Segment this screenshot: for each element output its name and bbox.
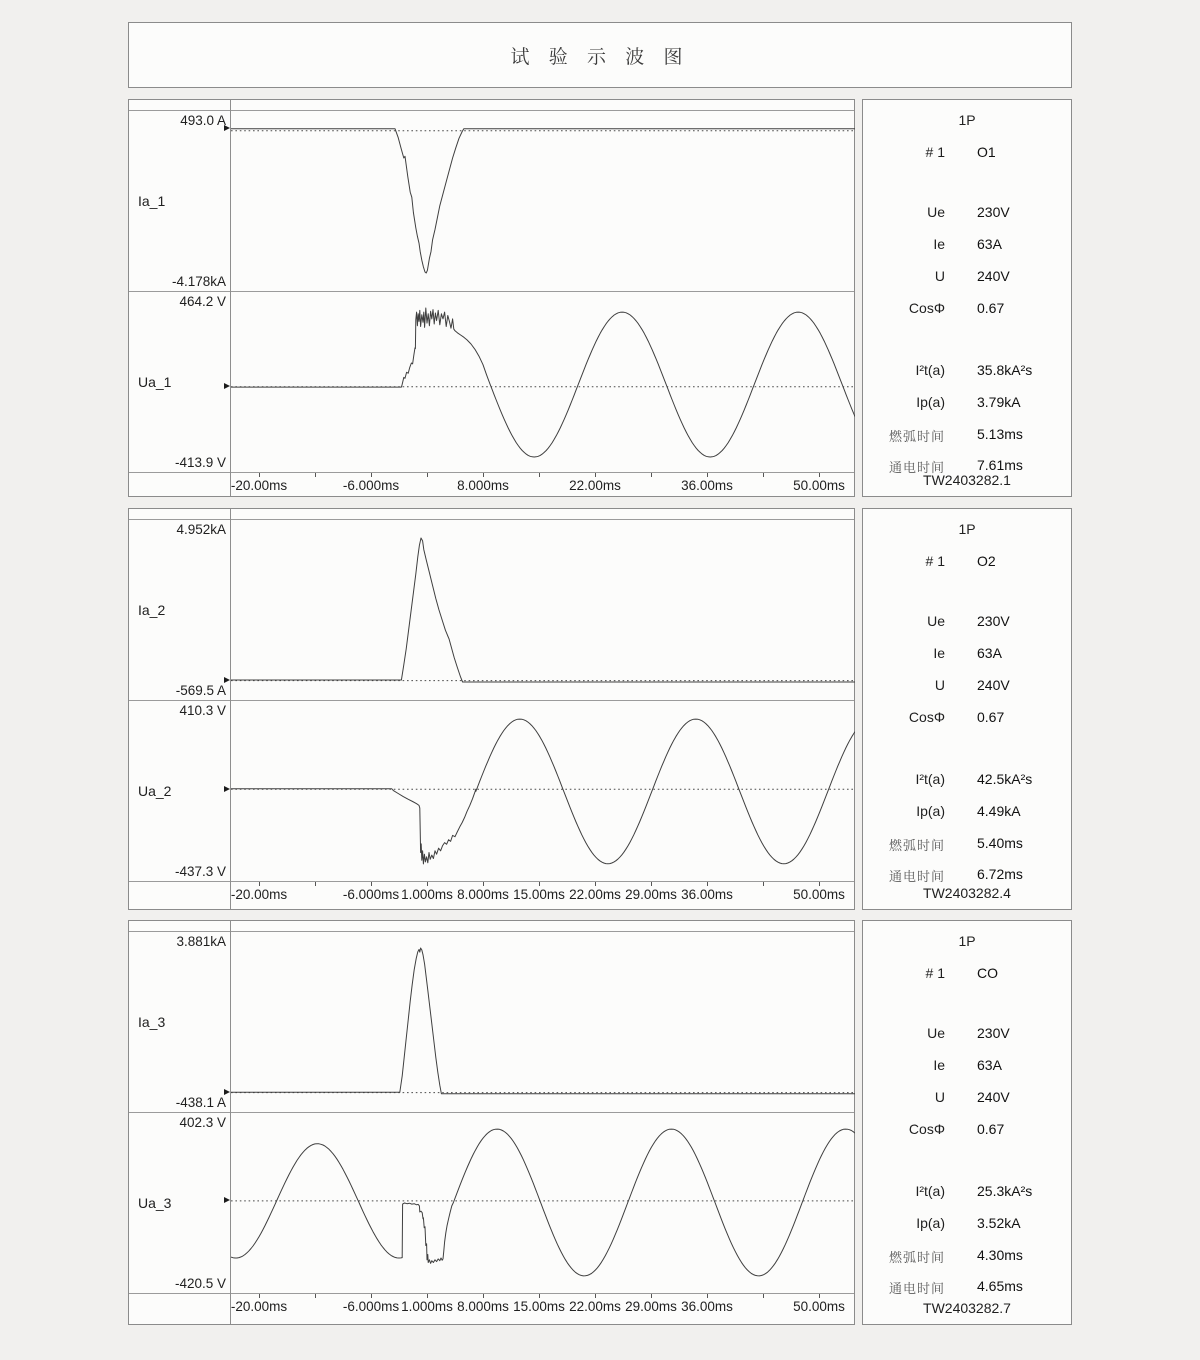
result-row <box>863 866 1071 884</box>
zero-arrow-icon <box>224 677 230 683</box>
param-row <box>863 1025 1071 1043</box>
axis-vertical-line <box>230 921 231 1324</box>
y-min-label: -569.5 A <box>175 683 226 698</box>
param-row <box>863 1057 1071 1075</box>
y-max-label: 3.881kA <box>176 934 226 949</box>
axis-tick <box>259 1294 260 1298</box>
info-box <box>862 920 1072 1325</box>
y-min-label: -438.1 A <box>175 1095 226 1110</box>
param-value: 63A <box>977 236 1002 252</box>
phase-label: 1P <box>958 112 976 128</box>
time-tick-label: 36.00ms <box>681 1299 733 1314</box>
title-box <box>128 22 1072 88</box>
result-value: 3.52kA <box>977 1215 1021 1231</box>
y-max-label: 4.952kA <box>176 522 226 537</box>
time-tick-label: -6.000ms <box>342 478 400 493</box>
param-label: Ie <box>933 645 945 661</box>
result-row <box>863 362 1071 380</box>
result-row <box>863 835 1071 853</box>
time-tick-label: 15.00ms <box>513 1299 565 1314</box>
arcing-time-value: 5.40ms <box>977 835 1023 851</box>
result-row <box>863 394 1071 412</box>
trace-name-label: Ua_1 <box>138 374 172 390</box>
time-tick-label: 22.00ms <box>569 887 621 902</box>
param-value: 240V <box>977 268 1010 284</box>
axis-tick <box>707 1294 708 1298</box>
axis-tick <box>427 1294 428 1298</box>
conduction-time-label: 通电时间 <box>888 869 945 884</box>
param-row <box>863 236 1071 254</box>
param-value: 63A <box>977 645 1002 661</box>
axis-tick <box>539 473 540 477</box>
param-row <box>863 645 1071 663</box>
result-row <box>863 426 1071 444</box>
param-label: U <box>934 268 945 284</box>
current-panel <box>129 520 854 701</box>
time-tick-label: -20.00ms <box>230 1299 288 1314</box>
result-row <box>863 1215 1071 1233</box>
result-label: Ip(a) <box>916 394 945 410</box>
shot-number: # 1 <box>925 144 945 160</box>
y-max-label: 464.2 V <box>179 294 226 309</box>
time-tick-label: 50.00ms <box>793 478 845 493</box>
current-waveform-plot <box>231 111 855 291</box>
time-tick-label: 22.00ms <box>569 1299 621 1314</box>
param-row <box>863 677 1071 695</box>
zero-arrow-icon <box>224 383 230 389</box>
report-number: TW2403282.7 <box>923 1300 1011 1316</box>
current-waveform-plot <box>231 932 855 1112</box>
axis-tick <box>819 473 820 477</box>
result-value: 42.5kA²s <box>977 771 1033 787</box>
axis-tick <box>315 1294 316 1298</box>
param-row <box>863 613 1071 631</box>
result-row <box>863 1183 1071 1201</box>
zero-arrow-icon <box>224 1197 230 1203</box>
time-tick-label: -6.000ms <box>342 887 400 902</box>
result-row <box>863 1278 1071 1296</box>
report-number: TW2403282.4 <box>923 885 1011 901</box>
axis-tick <box>427 882 428 886</box>
time-tick-label: 50.00ms <box>793 887 845 902</box>
param-label: CosΦ <box>908 1121 945 1137</box>
arcing-time-label: 燃弧时间 <box>888 838 945 853</box>
param-row <box>863 204 1071 222</box>
result-label: I²t(a) <box>915 1183 945 1199</box>
axis-tick <box>707 473 708 477</box>
result-row <box>863 803 1071 821</box>
info-box <box>862 99 1072 497</box>
axis-tick <box>595 473 596 477</box>
axis-tick <box>427 473 428 477</box>
y-max-label: 402.3 V <box>179 1115 226 1130</box>
axis-tick <box>595 882 596 886</box>
trace-name-label: Ia_2 <box>138 602 166 618</box>
phase-label: 1P <box>958 933 976 949</box>
header-strip <box>129 509 854 520</box>
arcing-time-label: 燃弧时间 <box>888 429 945 444</box>
voltage-waveform-plot <box>231 1113 855 1293</box>
axis-tick <box>315 473 316 477</box>
shot-row <box>863 965 1071 983</box>
y-max-label: 493.0 A <box>180 113 226 128</box>
param-value: 240V <box>977 677 1010 693</box>
param-label: CosΦ <box>908 300 945 316</box>
info-box <box>862 508 1072 910</box>
time-tick-label: 29.00ms <box>625 1299 677 1314</box>
result-value: 4.49kA <box>977 803 1021 819</box>
time-tick-label: 8.000ms <box>457 478 509 493</box>
time-tick-label: 8.000ms <box>457 887 509 902</box>
arcing-time-label: 燃弧时间 <box>888 1250 945 1265</box>
time-tick-label: 22.00ms <box>569 478 621 493</box>
conduction-time-value: 4.65ms <box>977 1278 1023 1294</box>
result-label: Ip(a) <box>916 803 945 819</box>
y-max-label: 410.3 V <box>179 703 226 718</box>
result-value: 35.8kA²s <box>977 362 1033 378</box>
y-min-label: -420.5 V <box>174 1276 226 1291</box>
result-row <box>863 1247 1071 1265</box>
axis-tick <box>763 473 764 477</box>
axis-tick <box>259 473 260 477</box>
axis-vertical-line <box>230 509 231 909</box>
report-number: TW2403282.1 <box>923 472 1011 488</box>
param-label: Ue <box>927 204 945 220</box>
param-value: 230V <box>977 613 1010 629</box>
voltage-panel <box>129 292 854 473</box>
axis-tick <box>315 882 316 886</box>
time-tick-label: 36.00ms <box>681 478 733 493</box>
zero-arrow-icon <box>224 786 230 792</box>
param-value: 240V <box>977 1089 1010 1105</box>
result-value: 3.79kA <box>977 394 1021 410</box>
result-label: I²t(a) <box>915 362 945 378</box>
time-tick-label: -20.00ms <box>230 887 288 902</box>
time-tick-label: -6.000ms <box>342 1299 400 1314</box>
time-tick-label: -20.00ms <box>230 478 288 493</box>
shot-row <box>863 553 1071 571</box>
param-label: Ue <box>927 613 945 629</box>
axis-tick <box>707 882 708 886</box>
axis-tick <box>763 882 764 886</box>
axis-tick <box>819 882 820 886</box>
trace-name-label: Ia_3 <box>138 1014 166 1030</box>
param-value: 230V <box>977 1025 1010 1041</box>
voltage-waveform-plot <box>231 292 855 472</box>
trace-name-label: Ua_3 <box>138 1195 172 1211</box>
conduction-time-value: 6.72ms <box>977 866 1023 882</box>
shot-number: # 1 <box>925 553 945 569</box>
header-strip <box>129 921 854 932</box>
result-row <box>863 771 1071 789</box>
axis-vertical-line <box>230 100 231 496</box>
operation-code: O1 <box>977 144 996 160</box>
current-panel <box>129 932 854 1113</box>
param-label: Ie <box>933 236 945 252</box>
trace-name-label: Ia_1 <box>138 193 166 209</box>
conduction-time-label: 通电时间 <box>888 460 945 475</box>
shot-number: # 1 <box>925 965 945 981</box>
axis-tick <box>371 1294 372 1298</box>
plot-box <box>128 508 855 910</box>
y-min-label: -4.178kA <box>171 274 226 289</box>
param-row <box>863 709 1071 727</box>
plot-box <box>128 920 855 1325</box>
y-min-label: -437.3 V <box>174 864 226 879</box>
header-strip <box>129 100 854 111</box>
param-row <box>863 300 1071 318</box>
param-label: Ue <box>927 1025 945 1041</box>
time-tick-label: 15.00ms <box>513 887 565 902</box>
arcing-time-value: 4.30ms <box>977 1247 1023 1263</box>
conduction-time-label: 通电时间 <box>888 1281 945 1296</box>
param-row <box>863 268 1071 286</box>
result-value: 25.3kA²s <box>977 1183 1033 1199</box>
axis-tick <box>539 1294 540 1298</box>
current-waveform-plot <box>231 520 855 700</box>
param-value: 230V <box>977 204 1010 220</box>
axis-tick <box>651 882 652 886</box>
axis-tick <box>763 1294 764 1298</box>
shot-row <box>863 144 1071 162</box>
time-tick-label: 36.00ms <box>681 887 733 902</box>
axis-tick <box>483 473 484 477</box>
axis-tick <box>539 882 540 886</box>
axis-tick <box>651 1294 652 1298</box>
axis-tick <box>483 882 484 886</box>
axis-tick <box>595 1294 596 1298</box>
operation-code: CO <box>977 965 998 981</box>
time-tick-label: 1.000ms <box>401 1299 453 1314</box>
y-min-label: -413.9 V <box>174 455 226 470</box>
time-tick-label: 29.00ms <box>625 887 677 902</box>
param-row <box>863 1089 1071 1107</box>
result-label: Ip(a) <box>916 1215 945 1231</box>
axis-tick <box>259 882 260 886</box>
axis-tick <box>819 1294 820 1298</box>
arcing-time-value: 5.13ms <box>977 426 1023 442</box>
axis-tick <box>651 473 652 477</box>
axis-tick <box>371 473 372 477</box>
param-label: Ie <box>933 1057 945 1073</box>
conduction-time-value: 7.61ms <box>977 457 1023 473</box>
voltage-panel <box>129 1113 854 1294</box>
param-value: 0.67 <box>977 300 1005 316</box>
param-label: CosΦ <box>908 709 945 725</box>
param-value: 63A <box>977 1057 1002 1073</box>
param-value: 0.67 <box>977 1121 1005 1137</box>
voltage-waveform-plot <box>231 701 855 881</box>
time-tick-label: 1.000ms <box>401 887 453 902</box>
time-tick-label: 50.00ms <box>793 1299 845 1314</box>
param-value: 0.67 <box>977 709 1005 725</box>
operation-code: O2 <box>977 553 996 569</box>
result-label: I²t(a) <box>915 771 945 787</box>
voltage-panel <box>129 701 854 882</box>
axis-tick <box>371 882 372 886</box>
page-title: 试 验 示 波 图 <box>510 46 690 68</box>
time-tick-label: 8.000ms <box>457 1299 509 1314</box>
phase-label: 1P <box>958 521 976 537</box>
param-label: U <box>934 1089 945 1105</box>
param-label: U <box>934 677 945 693</box>
axis-tick <box>483 1294 484 1298</box>
trace-name-label: Ua_2 <box>138 783 172 799</box>
zero-arrow-icon <box>224 1089 230 1095</box>
param-row <box>863 1121 1071 1139</box>
plot-box <box>128 99 855 497</box>
zero-arrow-icon <box>224 125 230 131</box>
current-panel <box>129 111 854 292</box>
